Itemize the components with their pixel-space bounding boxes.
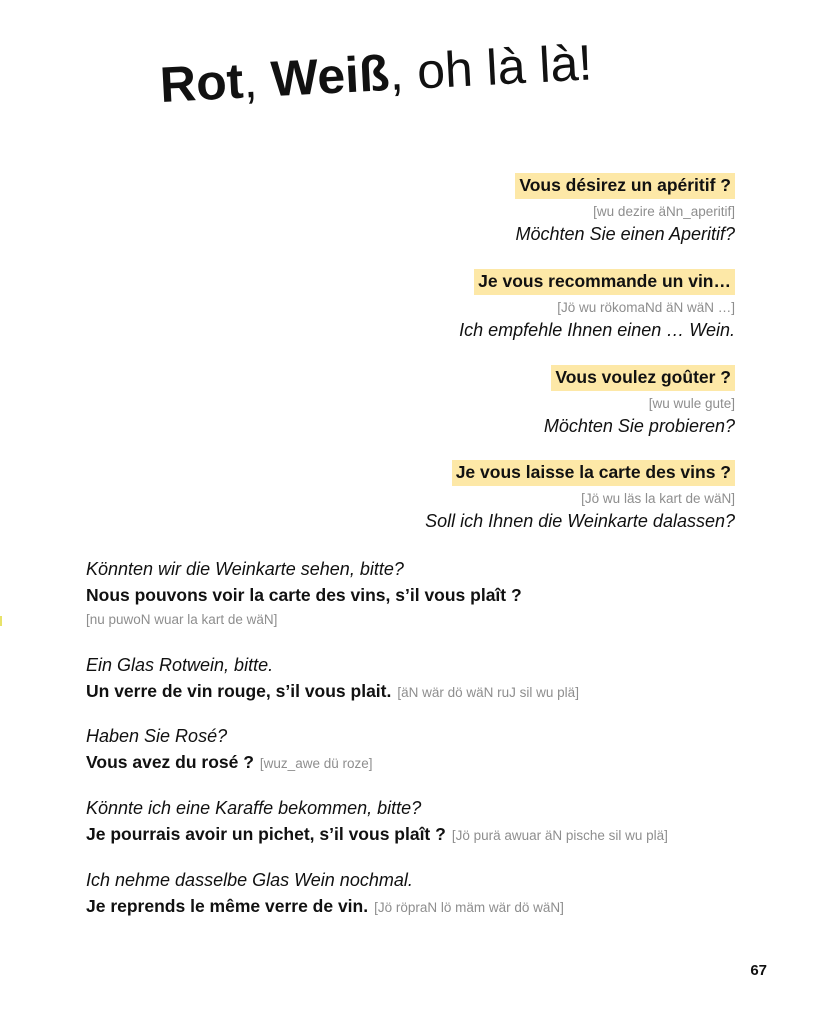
french-line: [86, 679, 766, 703]
french-translation: Je reprends le même verre de vin.: [86, 896, 369, 916]
phrase-block-guest-5: [86, 868, 766, 918]
french-phrase-highlighted: Vous désirez un apéritif ?: [515, 173, 735, 199]
pronunciation: [wuz_awe dü roze]: [259, 756, 373, 771]
german-phrase: Könnte ich eine Karaffe bekommen, bitte?: [86, 798, 422, 818]
german-translation: Ich empfehle Ihnen einen … Wein.: [459, 320, 735, 340]
pronunciation: [äN wär dö wäN ruJ sil wu plä]: [397, 685, 579, 700]
french-translation: Un verre de vin rouge, s’il vous plait.: [86, 681, 392, 701]
german-translation: Soll ich Ihnen die Weinkarte dalassen?: [425, 511, 735, 531]
phrase-block-guest-1: [86, 557, 766, 630]
title-word-rot: Rot: [158, 52, 245, 113]
title-word-weiss: Weiß: [269, 45, 391, 108]
pronunciation: [wu wule gute]: [648, 396, 735, 411]
phrase-block-guest-2: [86, 653, 766, 703]
german-translation: Möchten Sie einen Aperitif?: [515, 224, 735, 244]
pronunciation: [Jö röpraN lö mäm wär dö wäN]: [374, 900, 564, 915]
french-line: [86, 822, 766, 846]
german-phrase: Haben Sie Rosé?: [86, 726, 228, 746]
pronunciation: [Jö purä awuar äN pische sil wu plä]: [451, 828, 668, 843]
phrase-block-guest-3: [86, 724, 766, 774]
pronunciation: [Jö wu läs la kart de wäN]: [581, 491, 735, 506]
phrase-block-waiter-4: [175, 460, 735, 533]
pronunciation: [nu puwoN wuar la kart de wäN]: [86, 612, 278, 627]
phrase-block-waiter-2: [175, 269, 735, 342]
phrase-block-waiter-3: [175, 365, 735, 438]
french-line: [86, 750, 766, 774]
german-phrase: Ich nehme dasselbe Glas Wein nochmal.: [86, 870, 413, 890]
french-translation: Je pourrais avoir un pichet, s’il vous plaît ?: [86, 824, 446, 844]
margin-mark: [0, 616, 2, 626]
french-phrase-highlighted: Je vous recommande un vin…: [474, 269, 735, 295]
french-translation: Vous avez du rosé ?: [86, 752, 254, 772]
french-line: [86, 894, 766, 918]
pronunciation: [Jö wu rökomaNd äN wäN …]: [557, 300, 735, 315]
page-title: [158, 22, 741, 118]
german-phrase: Könnten wir die Weinkarte sehen, bitte?: [86, 559, 404, 579]
phrase-block-waiter-1: [175, 173, 735, 246]
french-phrase-highlighted: Je vous laisse la carte des vins ?: [452, 460, 735, 486]
page-number: 67: [750, 962, 767, 979]
french-translation: Nous pouvons voir la carte des vins, s’il vous plaît ?: [86, 585, 522, 605]
pronunciation: [wu dezire äNn_aperitif]: [593, 204, 735, 219]
german-translation: Möchten Sie probieren?: [543, 416, 735, 436]
phrase-block-guest-4: [86, 796, 766, 846]
title-rest: oh là là!: [415, 34, 594, 100]
german-phrase: Ein Glas Rotwein, bitte.: [86, 655, 274, 675]
title-separator: ,: [241, 51, 273, 109]
title-separator: ,: [387, 43, 419, 101]
french-phrase-highlighted: Vous voulez goûter ?: [551, 365, 735, 391]
